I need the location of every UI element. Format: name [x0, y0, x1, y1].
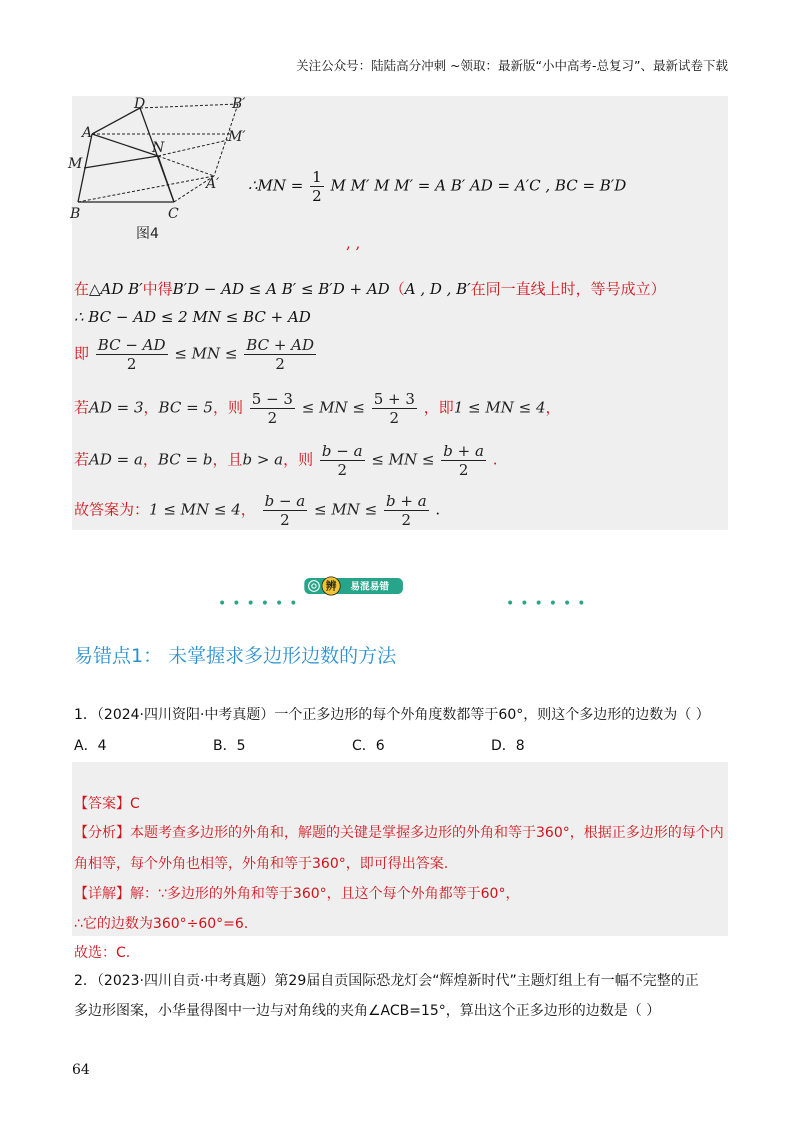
dash-nm	[158, 140, 228, 156]
q1-stem: 1．（2024·四川资阳·中考真题）一个正多边形的每个外角度数都等于60°，则这个多边形的边数为（ ）	[74, 707, 710, 723]
q1-detail-1: 【详解】解：∵多边形的外角和等于360°，且这个每个外角都等于60°，	[74, 886, 520, 902]
line-na	[92, 134, 158, 156]
q1-option-b: B．5	[213, 738, 246, 754]
q1-analysis-2: 角相等，每个外角也相等，外角和等于360°，即可得出答案.	[74, 856, 449, 872]
geometry-figure	[64, 94, 264, 244]
section-title: 易错点1： 未掌握求多边形边数的方法	[74, 645, 397, 667]
dash-na	[158, 156, 214, 176]
section-banner	[300, 567, 500, 605]
final-answer-line: 故答案为：1 ≤ MN ≤ 4， $\frac{b - a}{2}$ ≤ MN ≤ $\frac{b + a}{2}$ .	[74, 492, 441, 529]
label-b-prime: B′	[232, 96, 246, 112]
mn-range-numeric: 若AD = 3，BC = 5，则 $\frac{5 - 3}{2}$ ≤ MN ≤ $\frac{5 + 3}{2}$ ，即1 ≤ MN ≤ 4，	[74, 390, 561, 427]
commas-line: , ,	[346, 234, 361, 252]
q1-option-d: D．8	[491, 738, 525, 754]
label-c: C	[168, 206, 179, 222]
q2-line-2: 多边形图案，小华量得图中一边与对角线的夹角∠ACB=15°，算出这个正多边形的边数是（ ）	[74, 1003, 661, 1019]
label-a: A	[82, 125, 93, 141]
inequality-2mn: ∴ BC − AD ≤ 2 MN ≤ BC + AD	[74, 308, 311, 326]
q1-answer: 【答案】C	[74, 796, 140, 812]
page-header: 关注公众号：陆陆高分冲刺 ~领取：最新版“小中高考-总复习”、最新试卷下载	[296, 58, 728, 73]
q1-option-a: A．4	[74, 738, 107, 754]
line-mn	[84, 156, 158, 168]
label-m: M	[68, 156, 83, 172]
q1-detail-2: ∴它的边数为360°÷60°=6.	[74, 916, 249, 932]
label-b: B	[70, 206, 81, 222]
q2-line-1: 2．（2023·四川自贡·中考真题）第29届自贡国际恐龙灯会“辉煌新时代”主题灯组上有一幅不完整的正	[74, 973, 699, 989]
label-m-prime: M′	[228, 129, 246, 145]
mn-relation: ∴MN = $\frac{1}{2}$ M M′ M M′ = A B′ AD = A′C , BC = B′D	[248, 168, 627, 205]
q1-answer-block	[72, 762, 728, 936]
line-da	[92, 108, 140, 134]
page-number: 64	[72, 1062, 90, 1078]
mn-range-variable: 若AD = a，BC = b，且b > a，则 $\frac{b - a}{2}$ ≤ MN ≤ $\frac{b + a}{2}$ .	[74, 442, 498, 479]
banner-dots-right: ••••••	[506, 596, 592, 612]
banner-title: 易混易错	[350, 581, 389, 593]
dash-db	[140, 104, 238, 108]
line-nc	[158, 156, 174, 202]
banner-char: 辨	[325, 579, 337, 593]
label-n: N	[152, 140, 165, 156]
label-d: D	[134, 96, 146, 112]
label-a-prime: A′	[206, 176, 220, 192]
triangle-inequality-line: 在△AD B′中得B′D − AD ≤ A B′ ≤ B′D + AD（A , D , B′在同一直线上时，等号成立）	[74, 280, 666, 298]
q1-analysis-1: 【分析】本题考查多边形的外角和，解题的关键是掌握多边形的外角和等于360°，根据正多边形的每个内	[74, 825, 724, 841]
q1-choose: 故选：C.	[74, 945, 131, 961]
dash-ba2	[78, 176, 214, 202]
q1-option-c: C．6	[352, 738, 385, 754]
mn-range-general: 即 $\frac{BC - AD}{2}$ ≤ MN ≤ $\frac{BC + AD}{2}$	[74, 336, 315, 373]
figure-caption: 图4	[136, 226, 159, 242]
banner-dots-left: ••••••	[218, 596, 304, 612]
fraction-half: $\frac{1}{2}$	[312, 168, 322, 205]
